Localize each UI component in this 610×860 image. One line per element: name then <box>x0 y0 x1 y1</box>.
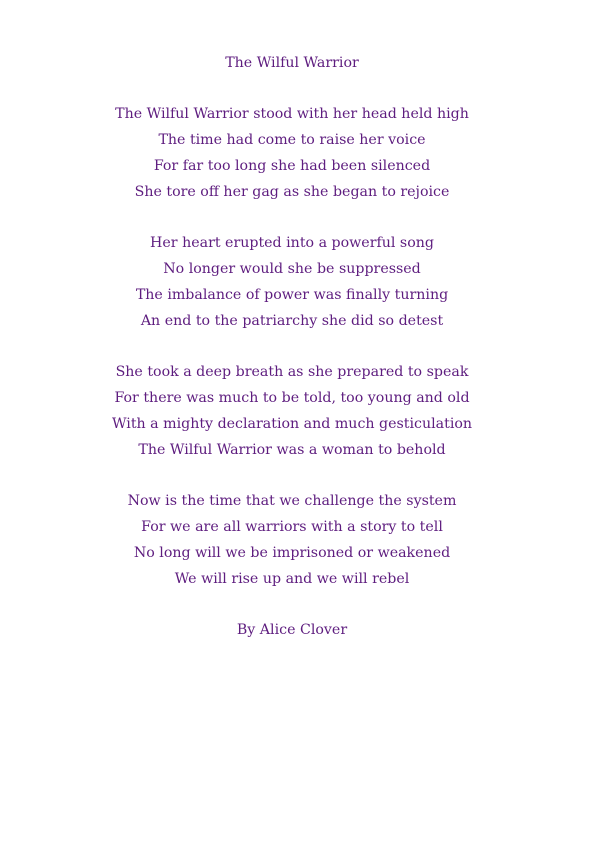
stanza-3 <box>0 359 584 463</box>
stanza-gap <box>0 205 584 230</box>
poem-line: Her heart erupted into a powerful song <box>150 235 434 251</box>
stanza-2 <box>0 230 584 334</box>
poem-line: The time had come to raise her voice <box>158 132 426 148</box>
poem-line: For far too long she had been silenced <box>153 158 431 174</box>
poem-line: Now is the time that we challenge the system <box>127 493 457 509</box>
stanza-gap <box>0 592 584 617</box>
poem-line: For we are all warriors with a story to tell <box>141 519 443 535</box>
poem-line: The Wilful Warrior stood with her head held high <box>115 106 469 122</box>
poem-title: The Wilful Warrior <box>225 55 359 71</box>
poem-line: She tore off her gag as she began to rejoice <box>134 184 450 200</box>
poem-line: We will rise up and we will rebel <box>174 571 410 587</box>
poem-line: With a mighty declaration and much gesticulation <box>111 416 473 432</box>
poem-line: No long will we be imprisoned or weakened <box>133 545 451 561</box>
poem-line: For there was much to be told, too young and old <box>114 390 470 406</box>
poem-byline: By Alice Clover <box>236 622 348 638</box>
poem-line: She took a deep breath as she prepared to speak <box>115 364 469 380</box>
stanza-gap <box>0 463 584 488</box>
stanza-1 <box>0 101 584 205</box>
poem-line: An end to the patriarchy she did so detest <box>140 313 444 329</box>
stanza-gap <box>0 76 584 101</box>
poem-line: No longer would she be suppressed <box>163 261 421 277</box>
stanza-4 <box>0 488 584 592</box>
poem-line: The imbalance of power was finally turning <box>135 287 449 303</box>
stanza-gap <box>0 334 584 359</box>
poem <box>0 50 584 643</box>
poem-line: The Wilful Warrior was a woman to behold <box>138 442 446 458</box>
